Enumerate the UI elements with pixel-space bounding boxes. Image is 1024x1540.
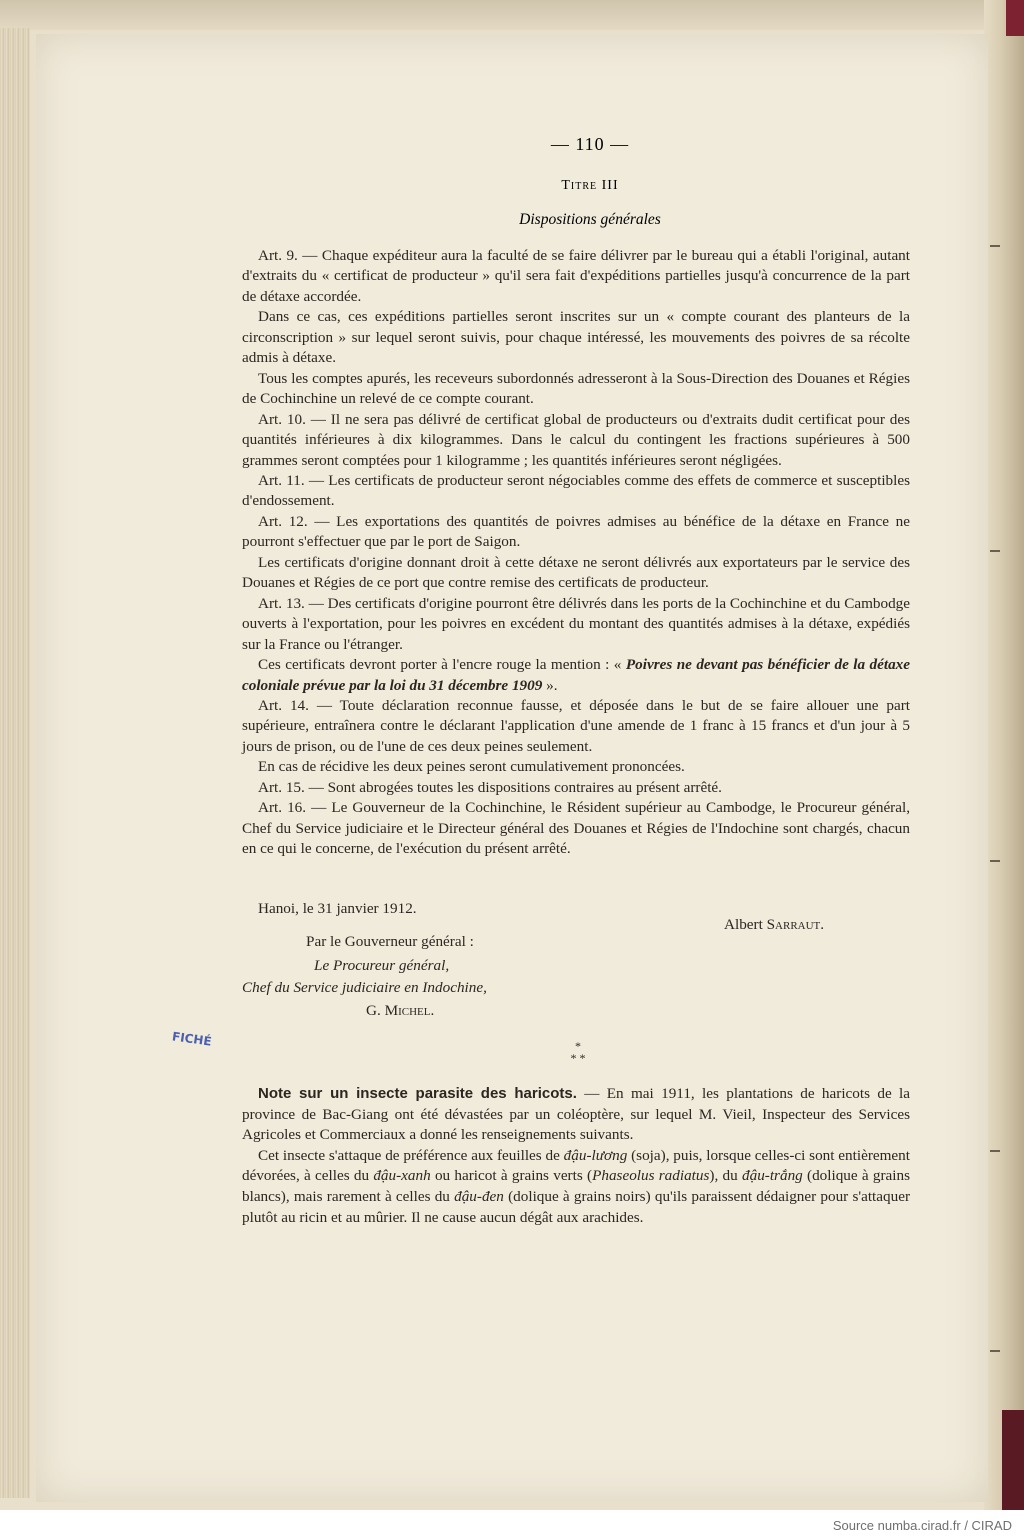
section-title: Titre III: [561, 178, 619, 193]
note-text: (dolique à grains blancs), mais rarement à celles du: [242, 1167, 911, 1205]
note-section: [242, 1084, 910, 1228]
note-text: ), du: [709, 1167, 742, 1185]
asterism: [548, 1040, 608, 1064]
by-line: Par le Gouverneur général :: [306, 933, 474, 950]
note-paragraph-2: [242, 1146, 910, 1228]
signer-first: Albert: [724, 916, 763, 933]
countersign-last: Michel.: [384, 1002, 435, 1019]
note-text: — En mai 1911, les plantations de haricots de la province de Bac-Giang ont été dévastées par un coléoptère, sur lequel M. Vieil, Inspecteur des Services Agricoles et Commerciaux a donné les renseignements suivants.: [242, 1085, 910, 1144]
paragraph: En cas de récidive les deux peines seront cumulativement prononcées.: [258, 758, 685, 776]
note-paragraph-1: [242, 1084, 910, 1146]
note-heading: Note sur un insecte parasite des haricots.: [258, 1085, 577, 1102]
book-spine-edge: [984, 0, 1024, 1510]
latin-name: Phaseolus radiatus: [592, 1167, 710, 1185]
margin-mark: [990, 550, 1000, 552]
note-text: Cet insecte s'attaque de préférence aux feuilles de: [258, 1146, 564, 1164]
fiche-stamp: FICHÉ: [171, 1029, 213, 1049]
mention-outro: ».: [542, 676, 558, 694]
margin-mark: [990, 245, 1000, 247]
role-line-1: Le Procureur général,: [314, 957, 450, 974]
asterism-bottom: * *: [570, 1051, 586, 1065]
articles-body: [242, 246, 910, 860]
margin-mark: [990, 1350, 1000, 1352]
page-number: — 110 —: [550, 134, 630, 154]
paragraph: Art. 14. — Toute déclaration reconnue fausse, et déposée dans le but de se faire allouer une part supérieure, entraînera contre le déclarant l'application d'une amende de 1 franc à 15 francs et d'un jour à 5 jours de prison, ou de l'une de ces deux peines seulement.: [242, 696, 910, 755]
signer: [724, 914, 824, 936]
paragraph: Dans ce cas, ces expéditions partielles seront inscrites sur un « compte courant des planteurs de la circonscription » sur lequel seront suivis, pour chaque intéressé, les mouvements des poivres de sa récolte admis à détaxe.: [242, 308, 910, 367]
margin-mark: [990, 860, 1000, 862]
section-subtitle: Dispositions générales: [519, 211, 661, 228]
paragraph: Art. 9. — Chaque expéditeur aura la faculté de se faire délivrer par le bureau qui a établi l'original, autant d'extraits du « certificat de producteur » qu'il sera fait d'expéditions partielles jusqu'à concurrence de la part de détaxe accordée.: [242, 247, 910, 305]
plant-term: đậu-lương: [563, 1146, 628, 1164]
paragraph: Les certificats d'origine donnant droit à cette détaxe ne seront délivrés aux exportateurs par le service des Douanes et Régies de ce port que contre remise des certificats de producteur.: [242, 553, 910, 592]
countersigner: [366, 1000, 434, 1022]
paragraph: Art. 13. — Des certificats d'origine pourront être délivrés dans les ports de la Cochinchine et du Cambodge ouverts à l'exportation, pour les poivres en excédent du montant des quantités admises à la détaxe, expédiés sur la France ou l'étranger.: [242, 594, 910, 653]
note-text: (soja), puis, lorsque celles-ci sont entièrement dévorées, à celles du: [242, 1146, 910, 1185]
plant-term: đậu-xanh: [373, 1167, 431, 1185]
paragraph: Art. 16. — Le Gouverneur de la Cochinchine, le Résident supérieur au Cambodge, le Procureur général, Chef du Service judiciaire et le Directeur général des Douanes et Régies de l'Indochine sont chargés, chacun en ce qui le concerne, de l'exécution du présent arrêté.: [242, 799, 910, 858]
place-date: Hanoi, le 31 janvier 1912.: [258, 900, 417, 917]
paragraph: Art. 11. — Les certificats de producteur seront négociables comme des effets de commerce et susceptibles d'endossement.: [242, 471, 910, 510]
note-text: (dolique à grains noirs) qu'ils paraissent dédaigner pour s'attaquer plutôt au ricin et au mûrier. Il ne cause aucun dégât aux arachides.: [242, 1187, 911, 1226]
plant-term: đậu-trắng: [742, 1167, 803, 1185]
mention-paragraph: [242, 655, 910, 696]
note-text: ou haricot à grains verts (: [430, 1167, 593, 1185]
paragraph: Art. 12. — Les exportations des quantités de poivres admises au bénéfice de la détaxe en France ne pourront s'effectuer que par le port de Saigon.: [242, 512, 910, 551]
mention-intro: Ces certificats devront porter à l'encre rouge la mention : «: [258, 656, 626, 674]
scan-top-shadow: [0, 0, 1024, 30]
plant-term: đậu-đen: [454, 1187, 504, 1205]
paragraph: Art. 10. — Il ne sera pas délivré de certificat global de producteurs ou d'extraits dudit certificat pour des quantités inférieures à dix kilogrammes. Dans le calcul du contingent les fractions supérieures à 500 grammes seront comptées pour 1 kilogramme ; les quantités inférieures seront négligées.: [242, 410, 910, 469]
signer-last: Sarraut.: [766, 916, 825, 933]
role-line-2: Chef du Service judiciaire en Indochine,: [242, 979, 487, 996]
mention-quote: Poivres ne devant pas bénéficier de la détaxe coloniale prévue par la loi du 31 décembre 1909: [242, 656, 910, 694]
spine-binding-bottom: [1002, 1410, 1024, 1510]
book-page-edges: [0, 28, 30, 1498]
countersign-initial: G.: [366, 1002, 381, 1019]
source-credit: Source numba.cirad.fr / CIRAD: [832, 1518, 1012, 1533]
asterism-top: *: [575, 1039, 581, 1053]
spine-binding-top: [1006, 0, 1024, 36]
paragraph: Tous les comptes apurés, les receveurs subordonnés adresseront à la Sous-Direction des Douanes et Régies de Cochinchine un relevé de ce compte courant.: [242, 369, 910, 408]
margin-mark: [990, 1150, 1000, 1152]
paragraph: Art. 15. — Sont abrogées toutes les dispositions contraires au présent arrêté.: [258, 778, 722, 796]
